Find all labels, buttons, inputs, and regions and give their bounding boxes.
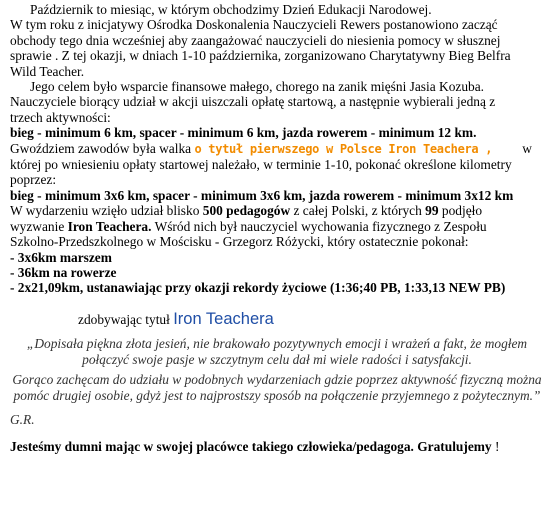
result-item: - 3x6km marszem [10, 249, 112, 265]
quote-paragraph: „Dopisała piękna złota jesień, nie brakowało pozytywnych emocji i wrażeń a fakt, że mogłem połączyć swoje pasje w szczytnym celu dał mi wiele radości i satysfakcji. [26, 335, 528, 367]
result-item: - 2x21,09km, ustanawiając przy okazji rekordy życiowe (1:36;40 PB, 1:33,13 NEW PB) [10, 280, 506, 296]
closing-text: Jesteśmy dumni mając w swojej placówce takiego człowieka/pedagoga. Gratulujemy [10, 439, 492, 455]
challenge-text: Wśród nich był nauczyciel wychowania fizycznego z Zespołu [151, 218, 487, 234]
goal-line: trzech aktywności: [10, 109, 111, 125]
intro-line: Wild Teacher. [10, 63, 85, 79]
intro-line: obchody tego dnia wcześniej aby zaangażować nauczycieli do niesienia pomocy w słusznej [10, 32, 501, 48]
participants-line [10, 203, 544, 218]
participants-text: podjęło [438, 203, 483, 219]
participants-count: 500 pedagogów [202, 203, 291, 219]
results-list [10, 250, 544, 296]
challenge-line [10, 219, 544, 234]
goal-line: której po wniesieniu opłaty startowej należało, w terminie 1-10, pokonać określone kilometry [10, 157, 512, 173]
goal-line: Nauczyciele biorący udział w akcji uiszczali opłatę startową, a następnie wybierali jedną z [10, 94, 496, 110]
goal-line: poprzez: [10, 172, 57, 188]
quote-paragraph: Gorąco zachęcam do udziału w podobnych wydarzeniach gdzie poprzez aktywność fizyczną można pomóc drugiej osobie, gdyż jest to najprostszy sposób na połączenie przyjemnego z pożytecznym.” [12, 371, 542, 403]
goal-line: Szkolno-Przedszkolnego w Mościsku - Grzegorz Różycki, który ostatecznie pokonał: [10, 234, 469, 250]
activities-basic: bieg - minimum 6 km, spacer - minimum 6 km, jazda rowerem - minimum 12 km. [10, 125, 477, 141]
participants-text: z całej Polski, z których [290, 203, 426, 219]
challenge-text: wyzwanie [10, 218, 68, 234]
highlight-line-start: Gwoździem zawodów była walka [10, 140, 195, 156]
activities-iron: bieg - minimum 3x6 km, spacer - minimum 3x6 km, jazda rowerem - minimum 3x12 km [10, 187, 514, 203]
challenge-name: Iron Teachera. [67, 218, 152, 234]
signature: G.R. [10, 411, 35, 427]
paragraph-goal [10, 79, 544, 249]
iron-title-prefix: zdobywając tytuł [78, 311, 174, 327]
intro-line: W tym roku z inicjatywy Ośrodka Doskonalenia Nauczycieli Rewers postanowiono zacząć [10, 17, 498, 33]
iron-teacher-highlight: o tytuł pierwszego w Polsce Iron Teachera , [194, 141, 493, 156]
iron-title-line [10, 310, 544, 329]
participants-text: W wydarzeniu wzięło udział blisko [10, 203, 203, 219]
goal-line: Jego celem było wsparcie finansowe małego, chorego na zanik mięśni Jasia Kozuba. [30, 79, 485, 95]
highlight-line [10, 141, 544, 157]
highlight-line-end: w [522, 140, 532, 156]
quote-block [10, 336, 544, 404]
intro-line: Październik to miesiąc, w którym obchodzimy Dzień Edukacji Narodowej. [30, 2, 432, 17]
closing-line [10, 439, 544, 454]
intro-line: sprawie . Z tej okazji, w dniach 1-10 października, zorganizowano Charytatywny Bieg Belfra [10, 48, 511, 64]
result-item: - 36km na rowerze [10, 264, 117, 280]
paragraph-intro [10, 2, 544, 79]
iron-title: Iron Teachera [173, 309, 274, 328]
challengers-count: 99 [425, 203, 439, 219]
closing-mark: ! [491, 439, 500, 455]
